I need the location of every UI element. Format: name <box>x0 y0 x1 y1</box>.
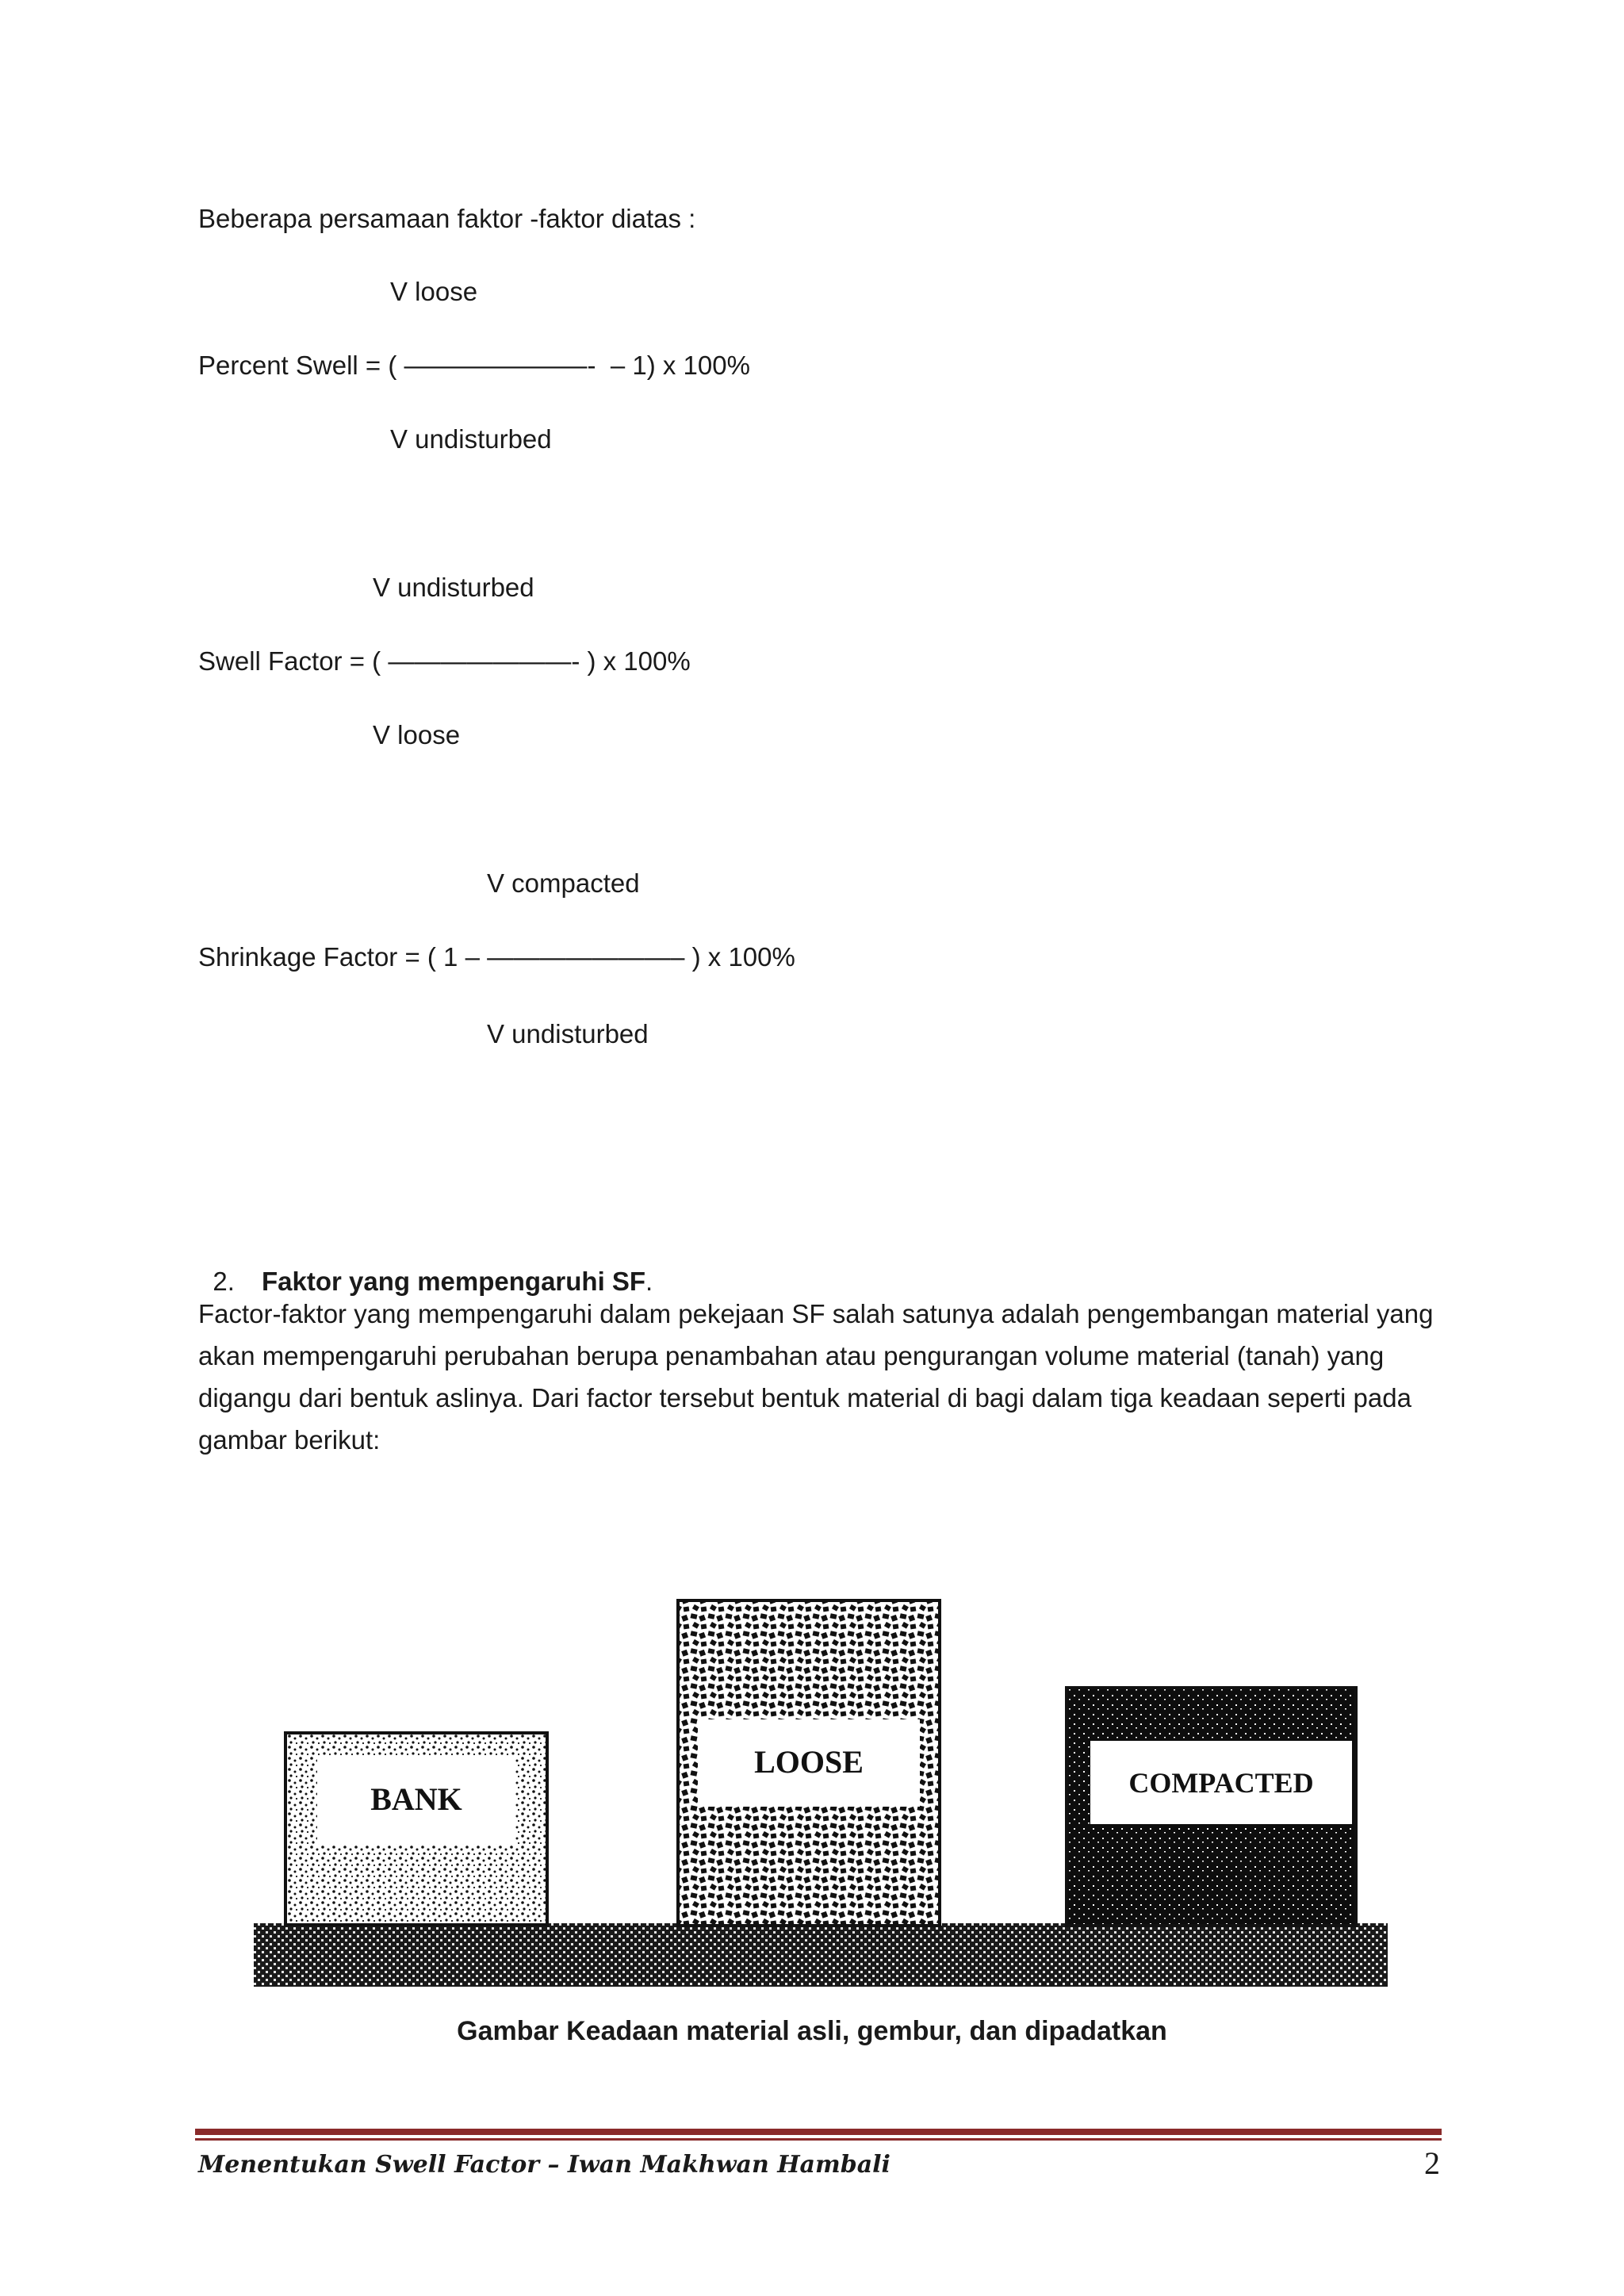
bank-label: BANK <box>370 1781 462 1817</box>
section-title-suffix: . <box>645 1267 653 1296</box>
section-heading <box>198 1234 653 1297</box>
loose-label: LOOSE <box>754 1744 864 1780</box>
compacted-label: COMPACTED <box>1128 1767 1314 1799</box>
shrinkage-factor-numerator: V compacted <box>487 868 640 898</box>
percent-swell-numerator: V loose <box>390 277 478 306</box>
footer-rule-thin <box>195 2138 1442 2141</box>
shrinkage-factor-equation: Shrinkage Factor = ( 1 – ———————– ) x 100% <box>198 942 795 972</box>
swell-factor-numerator: V undisturbed <box>373 573 534 602</box>
percent-swell-denominator: V undisturbed <box>390 424 552 454</box>
section-number: 2. <box>213 1267 235 1296</box>
compacted-block <box>1067 1688 1356 1926</box>
bank-block <box>285 1733 547 1925</box>
figure-caption: Gambar Keadaan material asli, gembur, dan dipadatkan <box>457 2016 1167 2046</box>
swell-factor-denominator: V loose <box>373 720 461 749</box>
percent-swell-equation: Percent Swell = ( ———————- – 1) x 100% <box>198 351 750 380</box>
material-states-figure <box>254 1578 1388 1991</box>
body-paragraph: Factor-faktor yang mempengaruhi dalam pekejaan SF salah satunya adalah pengembangan material yang akan mempengaruhi perubahan berupa penambahan atau pengurangan volume material (tanah) yang digangu dari bentuk aslinya. Dari factor tersebut bentuk material di bagi dalam tiga keadaan seperti pada gambar berikut: <box>198 1299 1434 1455</box>
page-number: 2 <box>1424 2145 1440 2181</box>
section-title: Faktor yang mempengaruhi SF <box>262 1267 646 1296</box>
loose-block <box>678 1600 940 1926</box>
swell-factor-equation: Swell Factor = ( ———————- ) x 100% <box>198 646 691 676</box>
footer-text: Menentukan Swell Factor – Iwan Makhwan Hambali <box>198 2151 891 2179</box>
footer-rule-thick <box>195 2129 1442 2135</box>
intro-text: Beberapa persamaan faktor -faktor diatas : <box>198 204 696 233</box>
ground-strip <box>254 1923 1388 1987</box>
shrinkage-factor-denominator: V undisturbed <box>487 1019 649 1048</box>
